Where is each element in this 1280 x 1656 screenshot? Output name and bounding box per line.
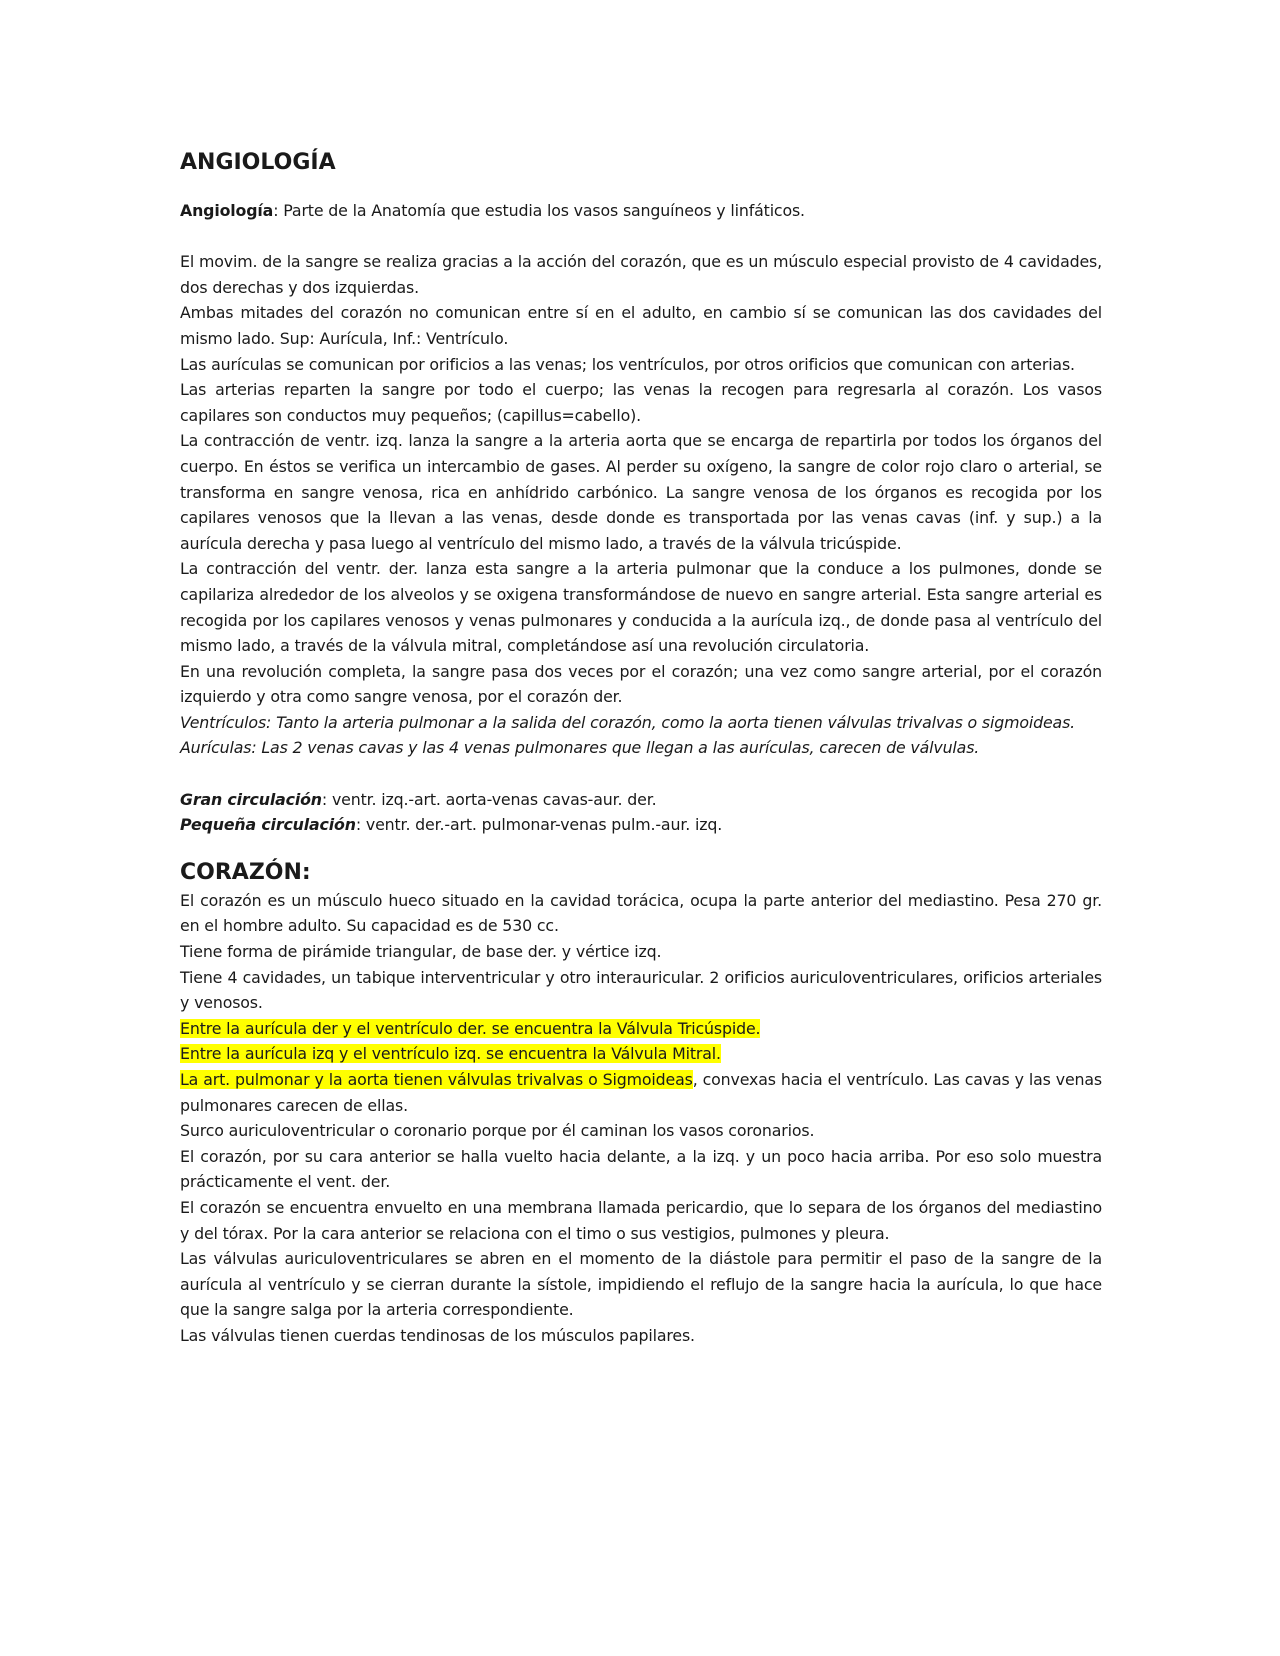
paragraph: El corazón, por su cara anterior se halla vuelto hacia delante, a la izq. y un poco hacia arriba. Por eso solo muestra prácticamente el vent. der. xyxy=(180,1146,1102,1192)
paragraph: La contracción de ventr. izq. lanza la sangre a la arteria aorta que se encarga de repartirla por todos los órganos del cuerpo. En éstos se verifica un intercambio de gases. Al perder su oxígeno, la sangre de color rojo claro o arterial, se transforma en sangre venosa, rica en anhídrido carbónico. La sangre venosa de los órganos es recogida por los capilares venosos que la llevan a las venas, desde donde es transportada por las venas cavas (inf. y sup.) a la aurícula derecha y pasa luego al ventrículo del mismo lado, a través de la válvula tricúspide. xyxy=(180,431,1102,553)
paragraph: Ambas mitades del corazón no comunican entre sí en el adulto, en cambio sí se comunican las dos cavidades del mismo lado. Sup: Aurícula, Inf.: Ventrículo. xyxy=(180,303,1102,348)
paragraph: Surco auriculoventricular o coronario porque por él caminan los vasos coronarios. xyxy=(180,1121,815,1141)
definition-term: Angiología xyxy=(180,201,274,220)
highlighted-text: Entre la aurícula izq y el ventrículo izq. se encuentra la Válvula Mitral. xyxy=(180,1044,721,1064)
partially-highlighted-paragraph xyxy=(180,1067,1102,1118)
pequena-circulacion-line xyxy=(180,812,1102,838)
pequena-circulacion-text: : ventr. der.-art. pulmonar-venas pulm.-aur. izq. xyxy=(355,815,723,835)
paragraph: El corazón se encuentra envuelto en una membrana llamada pericardio, que lo separa de los órganos del mediastino y del tórax. Por la cara anterior se relaciona con el timo o sus vestigios, pulmones y pleura. xyxy=(180,1197,1102,1243)
paragraph: La contracción del ventr. der. lanza esta sangre a la arteria pulmonar que la conduce a los pulmones, donde se capilariza alrededor de los alveolos y se oxigena transformándose de nuevo en sangre arterial. Esta sangre arterial es recogida por los capilares venosos y venas pulmonares y conducida a la aurícula izq., de donde pasa al ventrículo del mismo lado, a través de la válvula mitral, completándose así una revolución circulatoria. xyxy=(180,559,1102,656)
gran-circulacion-line xyxy=(180,787,1102,813)
definition-text: : Parte de la Anatomía que estudia los vasos sanguíneos y linfáticos. xyxy=(273,201,805,220)
paragraph: Tiene forma de pirámide triangular, de base der. y vértice izq. xyxy=(180,942,662,962)
italic-note: Aurículas: Las 2 venas cavas y las 4 venas pulmonares que llegan a las aurículas, carecen de válvulas. xyxy=(180,738,980,758)
pequena-circulacion-label: Pequeña circulación xyxy=(180,815,356,835)
paragraph-text: , convexas hacia el ventrículo. Las cavas y las venas pulmonares carecen de ellas. xyxy=(180,1070,1102,1115)
highlighted-line xyxy=(180,1041,1102,1067)
highlighted-text: Entre la aurícula der y el ventrículo der. se encuentra la Válvula Tricúspide. xyxy=(180,1018,761,1038)
paragraph: Tiene 4 cavidades, un tabique interventricular y otro interauricular. 2 orificios auriculoventriculares, orificios arteriales y venosos. xyxy=(180,967,1102,1013)
paragraph: Las válvulas auriculoventriculares se abren en el momento de la diástole para permitir el paso de la sangre de la aurícula al ventrículo y se cierran durante la sístole, impidiendo el reflujo de la sangre hacia la aurícula, lo que hace que la sangre salga por la arteria correspondiente. xyxy=(180,1249,1102,1320)
paragraph: En una revolución completa, la sangre pasa dos veces por el corazón; una vez como sangre arterial, por el corazón izquierdo y otra como sangre venosa, por el corazón der. xyxy=(180,661,1102,707)
section-heading-corazon: CORAZÓN: xyxy=(180,859,311,885)
paragraph: Las arterias reparten la sangre por todo el cuerpo; las venas la recogen para regresarla al corazón. Los vasos capilares son conductos muy pequeños; (capillus=cabello). xyxy=(180,380,1102,425)
definition-paragraph xyxy=(180,198,1102,224)
paragraph: Las aurículas se comunican por orificios a las venas; los ventrículos, por otros orificios que comunican con arterias. xyxy=(180,354,1075,374)
highlighted-text: La art. pulmonar y la aorta tienen válvulas trivalvas o Sigmoideas xyxy=(180,1070,693,1089)
highlighted-line xyxy=(180,1016,1102,1042)
italic-note: Ventrículos: Tanto la arteria pulmonar a la salida del corazón, como la aorta tienen válvulas trivalvas o sigmoideas. xyxy=(180,712,1076,732)
gran-circulacion-text: : ventr. izq.-art. aorta-venas cavas-aur. der. xyxy=(321,789,657,809)
paragraph: Las válvulas tienen cuerdas tendinosas de los músculos papilares. xyxy=(180,1325,695,1345)
paragraph: El corazón es un músculo hueco situado en la cavidad torácica, ocupa la parte anterior del mediastino. Pesa 270 gr. en el hombre adulto. Su capacidad es de 530 cc. xyxy=(180,890,1102,936)
page-title: ANGIOLOGÍA xyxy=(180,150,336,175)
gran-circulacion-label: Gran circulación xyxy=(180,789,322,809)
paragraph: El movim. de la sangre se realiza gracias a la acción del corazón, que es un músculo especial provisto de 4 cavidades, dos derechas y dos izquierdas. xyxy=(180,252,1102,297)
document-page xyxy=(180,148,1102,1349)
